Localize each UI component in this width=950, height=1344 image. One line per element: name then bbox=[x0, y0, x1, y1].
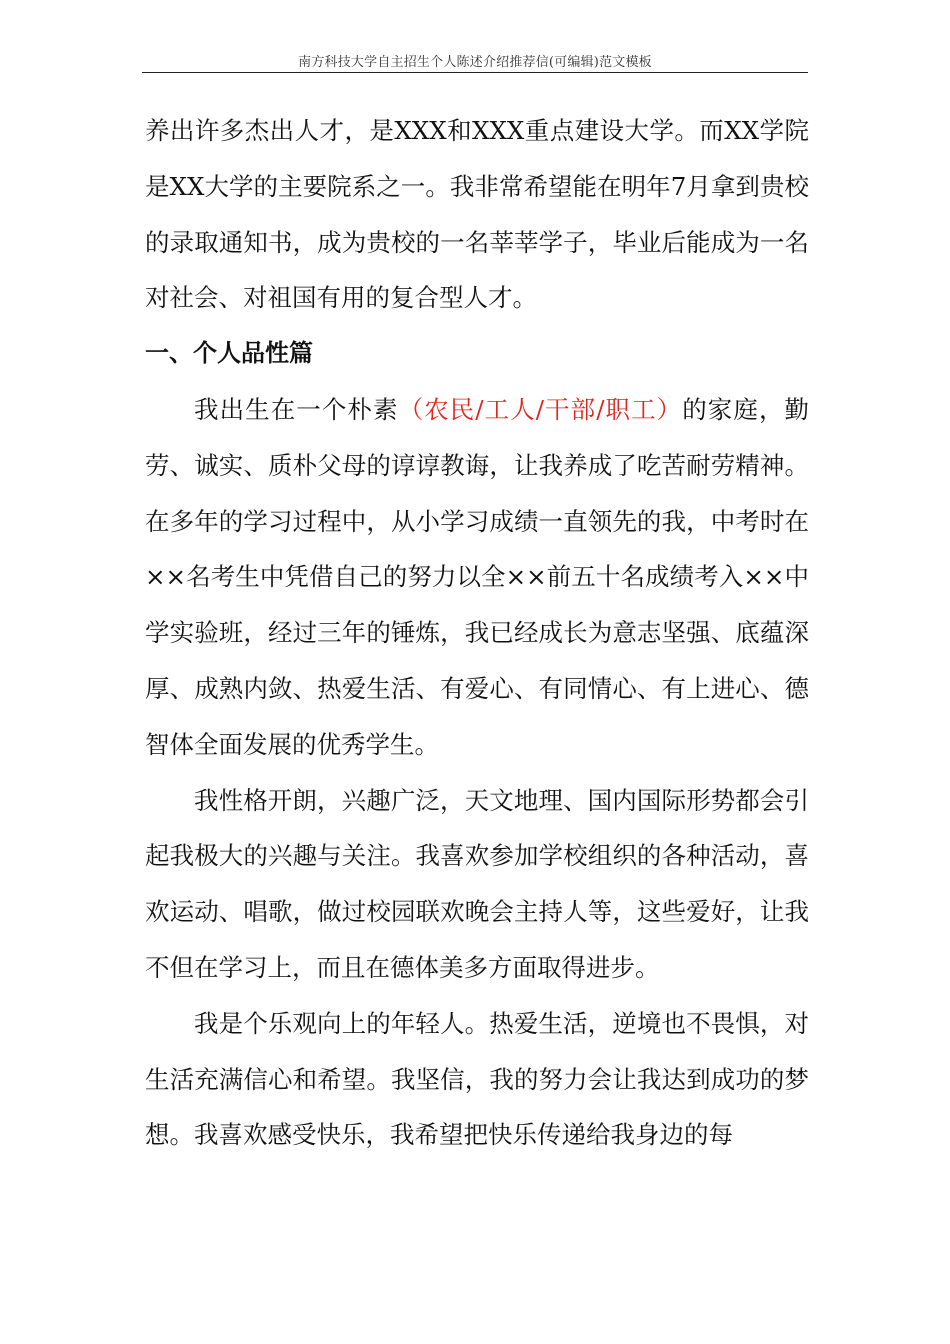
header-divider bbox=[142, 72, 808, 73]
section-heading: 一、个人品性篇 bbox=[145, 339, 313, 368]
paragraph1-text-start: 我出生在一个朴素 bbox=[194, 394, 399, 424]
paragraph-family-background bbox=[145, 382, 809, 773]
highlighted-placeholder: （农民/工人/干部/职工） bbox=[398, 394, 683, 424]
page-header-title: 南方科技大学自主招生个人陈述介绍推荐信(可编辑)范文模板 bbox=[298, 55, 652, 70]
intro-paragraph: 养出许多杰出人才，是XXX和XXX重点建设大学。而XX学院是XX大学的主要院系之一。我非常希望能在明年7月拿到贵校的录取通知书，成为贵校的一名莘莘学子，毕业后能成为一名对社会、对祖国有用的复合型人才。 bbox=[145, 116, 809, 313]
paragraph-optimism: 我是个乐观向上的年轻人。热爱生活，逆境也不畏惧，对生活充满信心和希望。我坚信，我的努力会让我达到成功的梦想。我喜欢感受快乐，我希望把快乐传递给我身边的每 bbox=[145, 1008, 809, 1150]
paragraph1-text-end: 的家庭，勤劳、诚实、质朴父母的谆谆教诲，让我养成了吃苦耐劳精神。在多年的学习过程中，从小学习成绩一直领先的我，中考时在××名考生中凭借自己的努力以全××前五十名成绩考入××中学实验班，经过三年的锤炼，我已经成长为意志坚强、底蕴深厚、成熟内敛、热爱生活、有爱心、有同情心、有上进心、德智体全面发展的优秀学生。 bbox=[145, 394, 810, 759]
document-body bbox=[145, 103, 809, 1163]
paragraph-interests: 我性格开朗，兴趣广泛，天文地理、国内国际形势都会引起我极大的兴趣与关注。我喜欢参加学校组织的各种活动，喜欢运动、唱歌，做过校园联欢晚会主持人等，这些爱好，让我不但在学习上，而且在德体美多方面取得进步。 bbox=[145, 785, 809, 982]
